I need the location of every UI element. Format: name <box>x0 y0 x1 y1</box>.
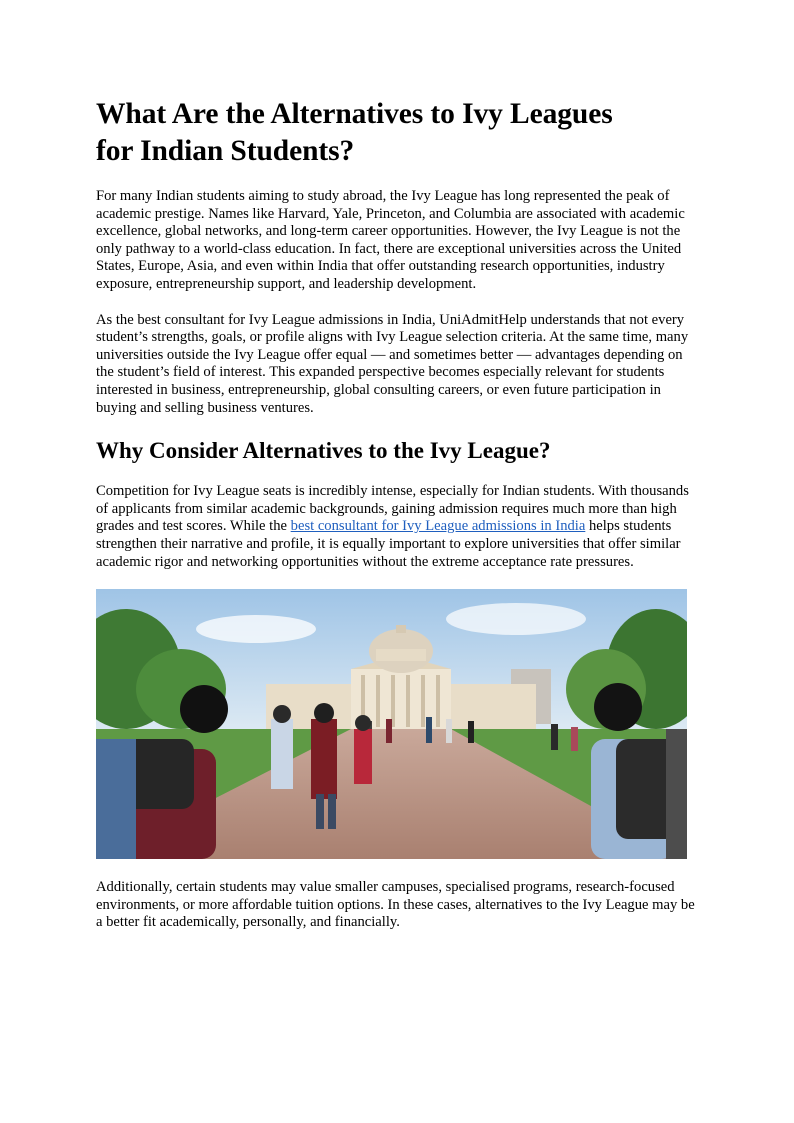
section-heading: Why Consider Alternatives to the Ivy League? <box>96 438 551 464</box>
title-line-1: What Are the Alternatives to Ivy Leagues <box>96 98 613 130</box>
document-page <box>96 96 700 932</box>
page-title <box>96 96 700 170</box>
cloud <box>446 603 586 635</box>
cloud <box>196 615 316 643</box>
campus-students-photo <box>96 589 687 859</box>
intro-paragraph: For many Indian students aiming to study abroad, the Ivy League has long represented the peak of academic prestige. Names like Harvard, Yale, Princeton, and Columbia are associated with academic excellence, global networks, and long-term career opportunities. However, the Ivy League is not the only pathway to a world-class education. In fact, there are exceptional universities across the United States, Europe, Asia, and even within India that offer outstanding research opportunities, industry exposure, entrepreneurship support, and leadership development. <box>96 188 685 292</box>
section-paragraph <box>96 483 700 571</box>
title-line-2: for Indian Students? <box>96 135 355 167</box>
section-text-after-link: helps students strengthen their narrative and profile, it is equally important to explore universities that offer similar academic rigor and networking opportunities without the extreme acceptance rate pressures. <box>96 518 681 570</box>
dome-lantern <box>396 625 406 633</box>
consultant-link[interactable]: best consultant for Ivy League admissions in India <box>290 518 586 535</box>
section-text-before-link: Competition for Ivy League seats is incredibly intense, especially for Indian students. With thousands of applicants from similar academic backgrounds, gaining admission requires much more than high grades and test scores. While the <box>96 483 689 535</box>
second-paragraph: As the best consultant for Ivy League admissions in India, UniAdmitHelp understands that not every student’s strengths, goals, or profile aligns with Ivy League selection criteria. At the same time, many universities outside the Ivy League offer equal — and sometimes better — advantages depending on the student’s field of interest. This expanded perspective becomes especially relevant for students interested in business, entrepreneurship, global consulting careers, or even future participation in buying and selling business ventures. <box>96 311 689 416</box>
closing-paragraph: Additionally, certain students may value smaller campuses, specialised programs, research-focused environments, or more affordable tuition options. In these cases, alternatives to the Ivy League may be a better fit academically, personally, and financially. <box>96 879 695 931</box>
dome-drum <box>376 649 426 661</box>
